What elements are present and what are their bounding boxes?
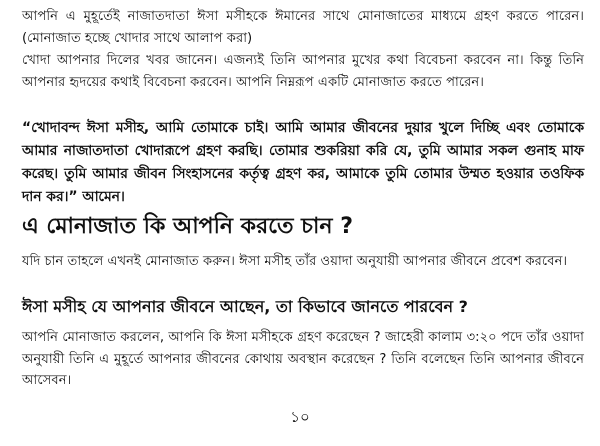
paragraph-intro: আপনি এ মুহূর্তেই নাজাতদাতা ঈসা মসীহকে ঈমানের সাথে মোনাজাতের মাধ্যমে গ্রহণ করতে পারেন। (মোনাজাত হচ্ছে খোদার সাথে আলাপ করা) xyxy=(22,9,584,46)
paragraph-assurance: আপনি মোনাজাত করলেন, আপনি কি ঈসা মসীহকে গ্রহণ করেছেন ? জাহেরী কালাম ৩:২০ পদে তাঁর ওয়াদা অনুযায়ী তিনি এ মুহূর্তে আপনার জীবনের কোথায় অবস্থান করেছেন ? তিনি বলেছেন তিনি আপনার জীবনে আসেবন। xyxy=(22,330,584,388)
paragraph-if-you-want: যদি চান তাহলে এখনই মোনাজাত করুন। ঈসা মসীহ তাঁর ওয়াদা অনুযায়ী আপনার জীবনে প্রবেশ করবেন। xyxy=(22,254,568,269)
heading-question: এ মোনাজাত কি আপনি করতে চান ? xyxy=(22,214,353,239)
prayer-paragraph: “খোদাবন্দ ঈসা মসীহ, আমি তোমাকে চাই। আমি আমার জীবনের দুয়ার খুলে দিচ্ছি এবং তোমাকে আমার নাজাতদাতা খোদারূপে গ্রহণ করছি। তোমার শুকরিয়া করি যে, তুমি আমার সকল গুনাহ মাফ করেছ। তুমি আমার জীবন সিংহাসনের কর্তৃত্ব গ্রহণ কর, আমাকে তুমি তোমার উম্মত হওয়ার তওফিক দান কর।” আমেন। xyxy=(22,120,584,205)
paragraph-heart: খোদা আপনার দিলের খবর জানেন। এজন্যই তিনি আপনার মুখের কথা বিবেচনা করবেন না। কিন্তু তিনি আপনার হৃদয়ের কথাই বিবেচনা করবেন। আপনি নিম্নরূপ একটি মোনাজাত করতে পারেন। xyxy=(22,53,584,90)
heading-how-to-know: ঈসা মসীহ যে আপনার জীবনে আছেন, তা কিভাবে জানতে পারবেন ? xyxy=(22,297,468,316)
page-number: ১০ xyxy=(290,408,310,426)
